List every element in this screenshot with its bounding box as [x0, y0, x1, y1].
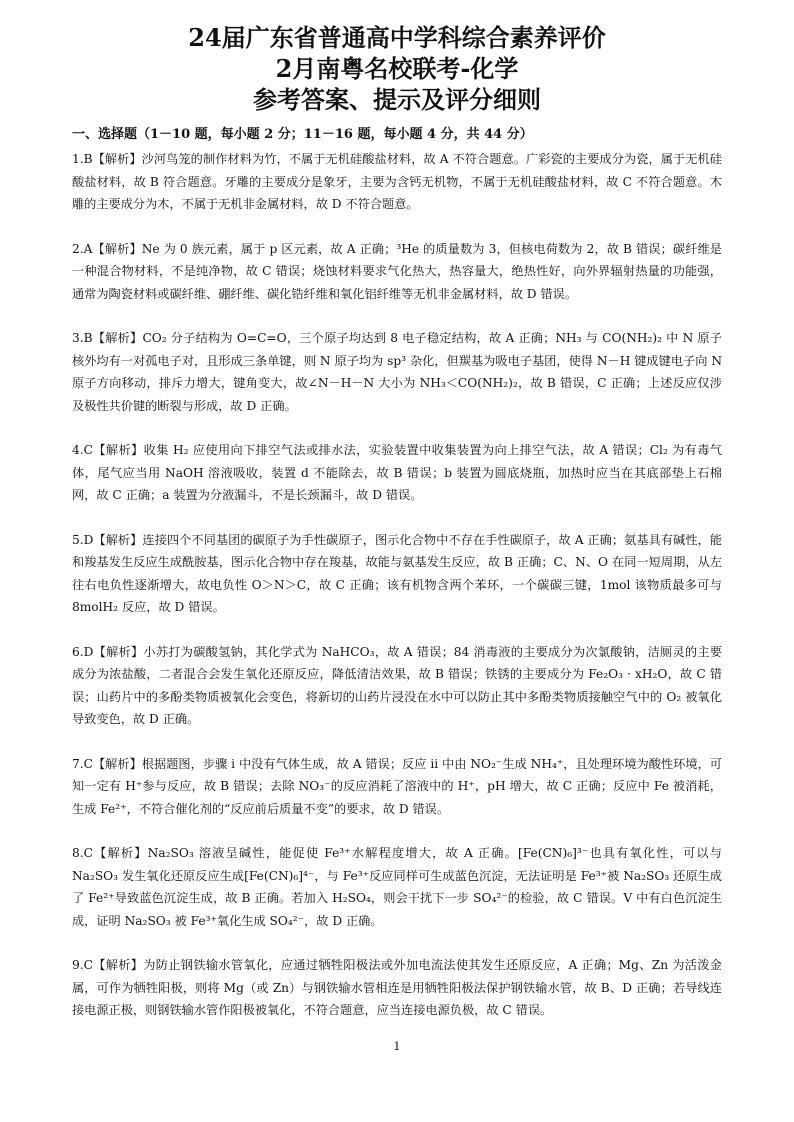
answer-item-7: 7.C【解析】根据题图，步骤 i 中没有气体生成，故 A 错误；反应 ii 中由 NO₂⁻生成 NH₄⁺，且处理环境为酸性环境，可知一定有 H⁺参与反应，故 B 错误；去除 NO₃⁻的反应消耗了溶液中的 H⁺，pH 增大，故 C 正确；反应中 Fe 被消耗，生成 Fe²⁺，不符合催化剂的“反应前后质量不变”的要求，故 D 错误。	[72, 756, 722, 816]
answer-item-5: 5.D【解析】连接四个不同基团的碳原子为手性碳原子，图示化合物中不存在手性碳原子，故 A 正确；氨基具有碱性，能和羧基发生反应生成酰胺基，图示化合物中存在羧基，故能与氨基发生反应，故 B 正确；C、N、O 在同一短周期，从左往右电负性逐渐增大，故电负性 O＞N＞C，故 C 正确；该有机物含两个苯环，一个碳碳三键，1mol 该物质最多可与 8molH₂ 反应，故 D 错误。	[72, 532, 722, 614]
page-number: 1	[393, 1040, 401, 1053]
answer-item-4: 4.C【解析】收集 H₂ 应使用向下排空气法或排水法，实验装置中收集装置为向上排空气法，故 A 错误；Cl₂ 为有毒气体，尾气应当用 NaOH 溶液吸收，装置 d 不能除去，故 B 错误；b 装置为圆底烧瓶，加热时应当在其底部垫上石棉网，故 C 正确；a 装置为分液漏斗，不是长颈漏斗，故 D 错误。	[72, 443, 722, 502]
answer-item-8: 8.C【解析】Na₂SO₃ 溶液呈碱性，能促使 Fe³⁺水解程度增大，故 A 正确。[Fe(CN)₆]³⁻也具有氧化性，可以与 Na₂SO₃ 发生氧化还原反应生成[Fe(CN)₆]⁴⁻，与 Fe³⁺反应同样可生成蓝色沉淀，无法证明是 Fe³⁺被 Na₂SO₃ 还原生成了 Fe²⁺导致蓝色沉淀生成，故 B 正确。若加入 H₂SO₄，则会干扰下一步 SO₄²⁻的检验，故 C 错误。V 中有白色沉淀生成，证明 Na₂SO₃ 被 Fe³⁺氧化生成 SO₄²⁻，故 D 正确。	[72, 846, 722, 928]
document-title: 24届广东省普通高中学科综合素养评价	[188, 23, 606, 52]
answer-item-2: 2.A【解析】Ne 为 0 族元素，属于 p 区元素，故 A 正确；³He 的质量数为 3，但核电荷数为 2，故 B 错误；碳纤维是一种混合物材料，不是纯净物，故 C 错误；烧蚀材料要求气化热大，热容量大，绝热性好，向外界辐射热量的功能强，通常为陶瓷材料或碳纤维、硼纤维、碳化锆纤维和氧化铝纤维等无机非金属材料，故 D 错误。	[72, 241, 722, 301]
answer-item-9: 9.C【解析】为防止钢铁输水管氧化，应通过牺牲阳极法或外加电流法使其发生还原反应，A 正确；Mg、Zn 为活泼金属，可作为牺牲阳极，则将 Mg（或 Zn）与钢铁输水管相连是用牺牲阳极法保护钢铁输水管，故 B、D 正确；若导线连接电源正极，则钢铁输水管作阳极被氧化，不符合题意，应当连接电源负极，故 C 错误。	[72, 958, 722, 1017]
title-block	[0, 22, 794, 115]
document-heading: 参考答案、提示及评分细则	[253, 85, 541, 114]
answer-item-6: 6.D【解析】小苏打为碳酸氢钠，其化学式为 NaHCO₃，故 A 错误；84 消毒液的主要成分为次氯酸钠，洁厕灵的主要成分为浓盐酸，二者混合会发生氧化还原反应，降低清洁效果，故 B 错误；铁锈的主要成分为 Fe₂O₃ · xH₂O，故 C 错误；山药片中的多酚类物质被氧化会变色，将新切的山药片浸没在水中可以防止其中多酚类物质接触空气中的 O₂ 被氧化导致变色，故 D 正确。	[72, 644, 722, 726]
answer-item-3: 3.B【解析】CO₂ 分子结构为 O=C=O，三个原子均达到 8 电子稳定结构，故 A 正确；NH₃ 与 CO(NH₂)₂ 中 N 原子核外均有一对孤电子对，且形成三条单键，则 N 原子均为 sp³ 杂化，但羰基为吸电子基团，使得 N－H 键成键电子向 N 原子方向移动，排斥力增大，键角变大，故∠N－H－N 大小为 NH₃＜CO(NH₂)₂，故 B 错误，C 正确；上述反应仅涉及极性共价键的断裂与形成，故 D 正确。	[72, 331, 722, 413]
document-subtitle: 2月南粤名校联考-化学	[275, 54, 519, 83]
answer-list	[72, 148, 722, 1044]
answer-item-1: 1.B【解析】沙河鸟笼的制作材料为竹，不属于无机硅酸盐材料，故 A 不符合题意。广彩瓷的主要成分为瓷，属于无机硅酸盐材料，故 B 符合题意。牙雕的主要成分是象牙，主要为含钙无机物，不属于无机硅酸盐材料，故 C 不符合题意。木雕的主要成分为木，不属于无机非金属材料，故 D 不符合题意。	[72, 152, 722, 211]
section-heading: 一、选择题（1－10 题，每小题 2 分；11－16 题，每小题 4 分，共 44 分）	[72, 127, 533, 142]
